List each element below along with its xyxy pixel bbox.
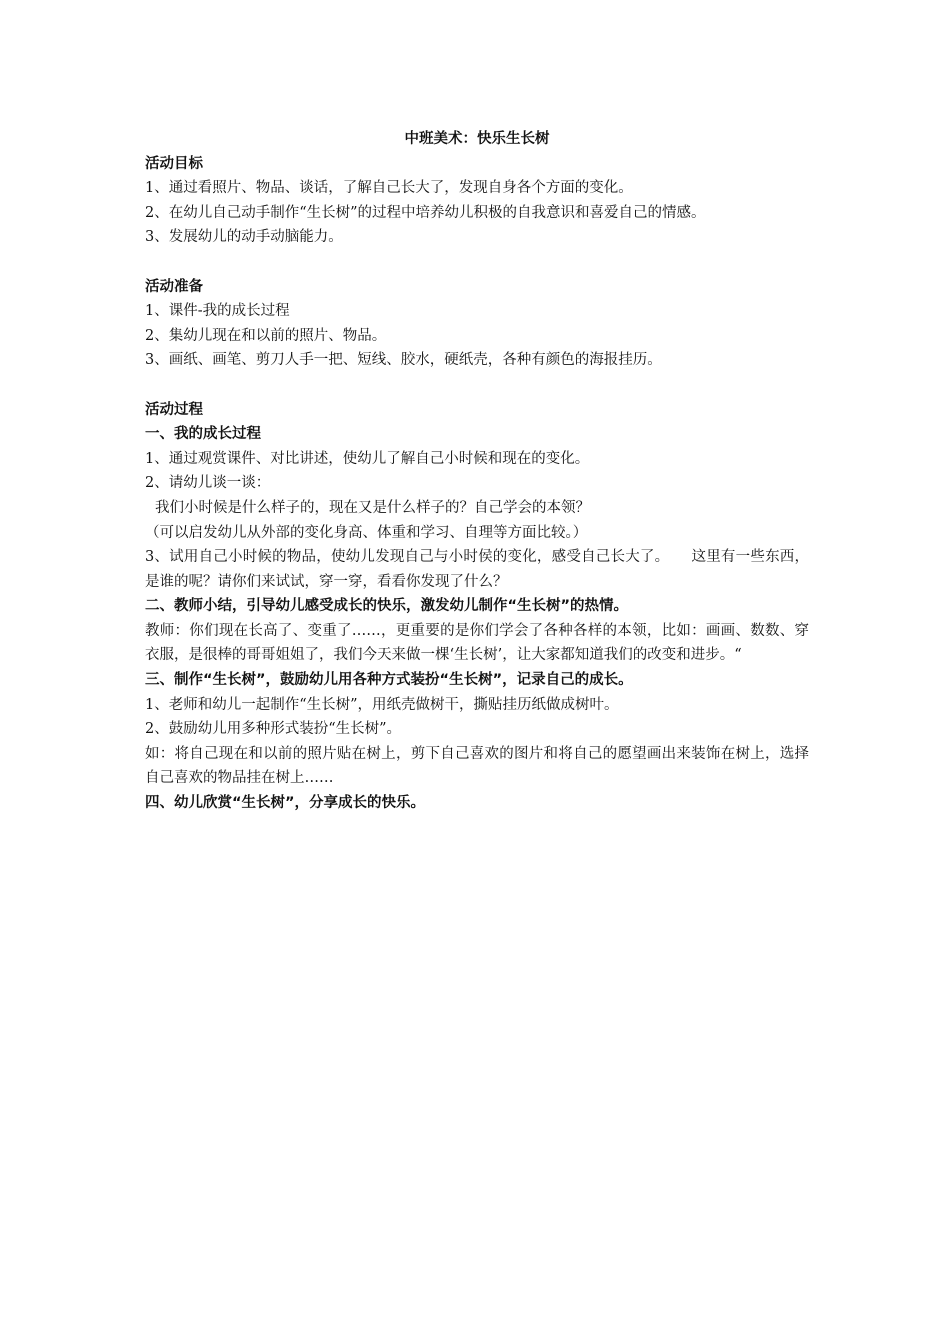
part3-text: 如：将自己现在和以前的照片贴在树上，剪下自己喜欢的图片和将自己的愿望画出来装饰在树上，选择自己喜欢的物品挂在树上…… bbox=[145, 745, 809, 787]
spacer bbox=[145, 373, 809, 398]
part2-heading: 二、教师小结，引导幼儿感受成长的快乐，激发幼儿制作“生长树”的热情。 bbox=[145, 598, 629, 615]
part3-heading: 三、制作“生长树”，鼓励幼儿用各种方式装扮“生长树”，记录自己的成长。 bbox=[145, 672, 633, 689]
part3-item: 1、老师和幼儿一起制作“生长树”，用纸壳做树干，撕贴挂历纸做成树叶。 bbox=[145, 696, 619, 713]
goal-item: 1、通过看照片、物品、谈话，了解自己长大了，发现自身各个方面的变化。 bbox=[145, 180, 633, 197]
part2-text: 教师：你们现在长高了、变重了……，更重要的是你们学会了各种各样的本领，比如：画画、数数、穿衣服，是很棒的哥哥姐姐了，我们今天来做一棵‘生长树’，让大家都知道我们的改变和进步。“ bbox=[145, 622, 809, 664]
section-heading-goals: 活动目标 bbox=[145, 155, 203, 172]
prep-item: 1、课件-我的成长过程 bbox=[145, 303, 290, 320]
goal-item: 2、在幼儿自己动手制作“生长树”的过程中培养幼儿积极的自我意识和喜爱自己的情感。 bbox=[145, 204, 706, 221]
section-heading-prep: 活动准备 bbox=[145, 278, 203, 295]
goal-item: 3、发展幼儿的动手动脑能力。 bbox=[145, 229, 343, 246]
part1-heading: 一、我的成长过程 bbox=[145, 426, 261, 443]
prep-item: 3、画纸、画笔、剪刀人手一把、短线、胶水，硬纸壳，各种有颜色的海报挂历。 bbox=[145, 352, 662, 369]
part3-item: 2、鼓励幼儿用多种形式装扮“生长树”。 bbox=[145, 721, 402, 738]
part1-item: 1、通过观赏课件、对比讲述，使幼儿了解自己小时候和现在的变化。 bbox=[145, 450, 590, 467]
document-page bbox=[145, 127, 809, 816]
section-heading-process: 活动过程 bbox=[145, 401, 203, 418]
document-title: 中班美术：快乐生长树 bbox=[404, 131, 550, 147]
part1-item: 2、请幼儿谈一谈： bbox=[145, 475, 271, 492]
part1-item: 3、试用自己小时候的物品，使幼儿发现自己与小时侯的变化，感受自己长大了。 这里有一些东西，是谁的呢？请你们来试试，穿一穿，看看你发现了什么？ bbox=[145, 549, 809, 590]
spacer bbox=[145, 250, 809, 275]
prep-item: 2、集幼儿现在和以前的照片、物品。 bbox=[145, 327, 387, 344]
part4-heading: 四、幼儿欣赏“生长树”，分享成长的快乐。 bbox=[145, 795, 426, 812]
part1-note: （可以启发幼儿从外部的变化身高、体重和学习、自理等方面比较。） bbox=[145, 524, 588, 541]
part1-question: 我们小时候是什么样子的，现在又是什么样子的？自己学会的本领？ bbox=[155, 499, 590, 516]
